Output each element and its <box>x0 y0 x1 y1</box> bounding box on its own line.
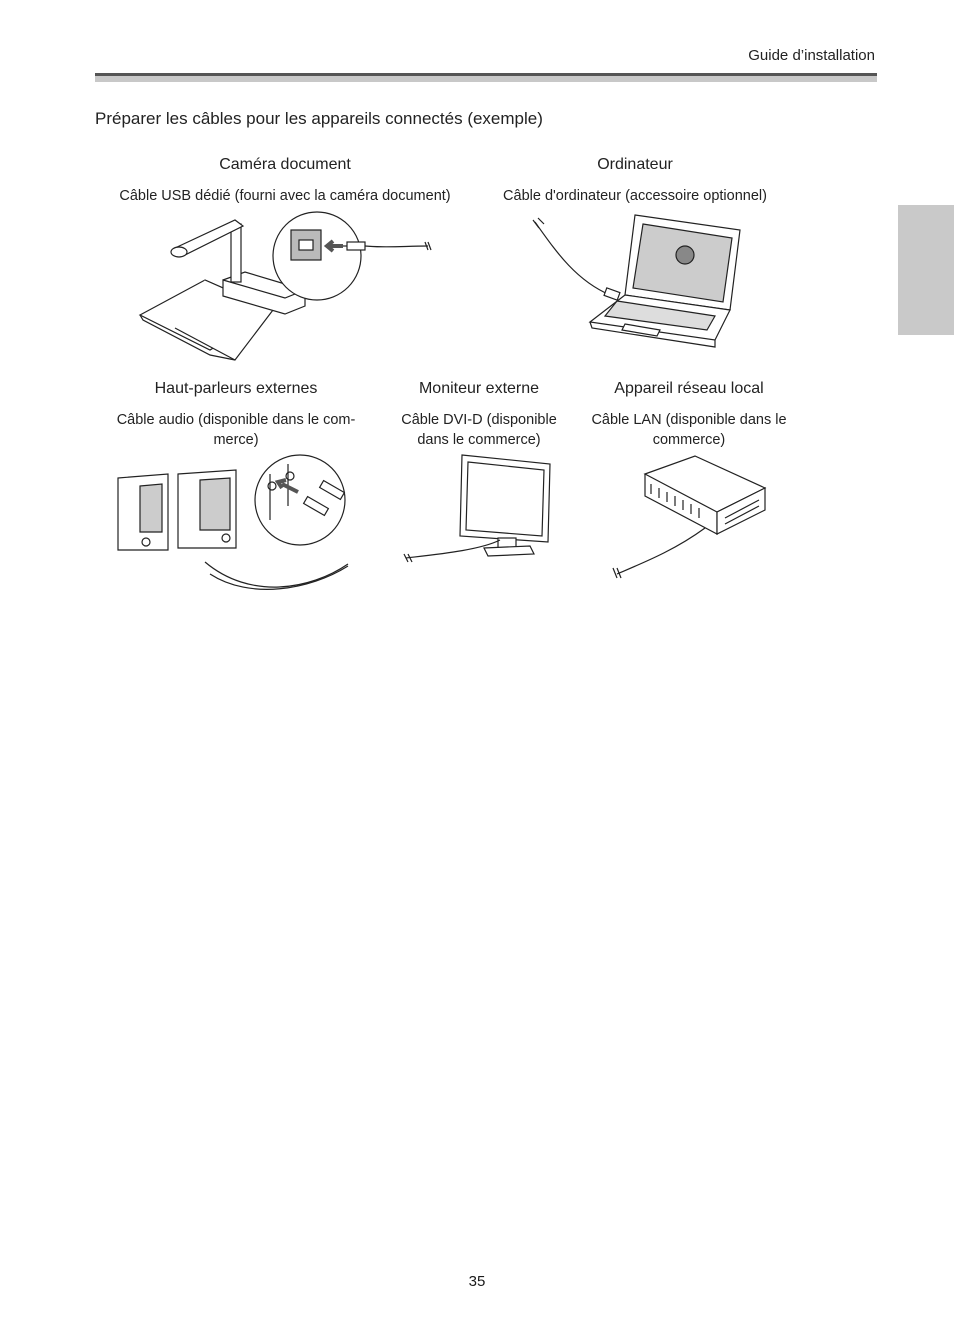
side-tab <box>898 205 954 335</box>
header-rule <box>95 73 877 82</box>
device-title-computer: Ordinateur <box>597 156 673 173</box>
document-camera-icon <box>135 210 445 365</box>
header-title: Guide d’installation <box>748 47 875 64</box>
device-title-speakers: Haut-parleurs externes <box>154 380 318 397</box>
section-heading: Préparer les câbles pour les appareils connectés (exemple) <box>95 109 543 128</box>
page-number: 35 <box>468 1273 486 1290</box>
network-hub-icon <box>605 450 775 585</box>
speakers-icon <box>110 450 360 595</box>
device-title-network: Appareil réseau local <box>614 380 764 397</box>
cable-label-network: Câble LAN (disponible dans le commerce) <box>591 412 787 448</box>
monitor-icon <box>400 450 560 575</box>
cable-label-speakers: Câble audio (disponible dans le com-merce) <box>116 412 356 448</box>
cable-label-computer: Câble d'ordinateur (accessoire optionnel) <box>503 188 767 204</box>
laptop-icon <box>525 210 755 355</box>
cable-label-monitor: Câble DVI-D (disponible dans le commerce) <box>401 412 557 448</box>
cable-label-document-camera: Câble USB dédié (fourni avec la caméra document) <box>119 188 451 204</box>
device-title-document-camera: Caméra document <box>219 156 351 173</box>
device-title-monitor: Moniteur externe <box>418 380 540 397</box>
